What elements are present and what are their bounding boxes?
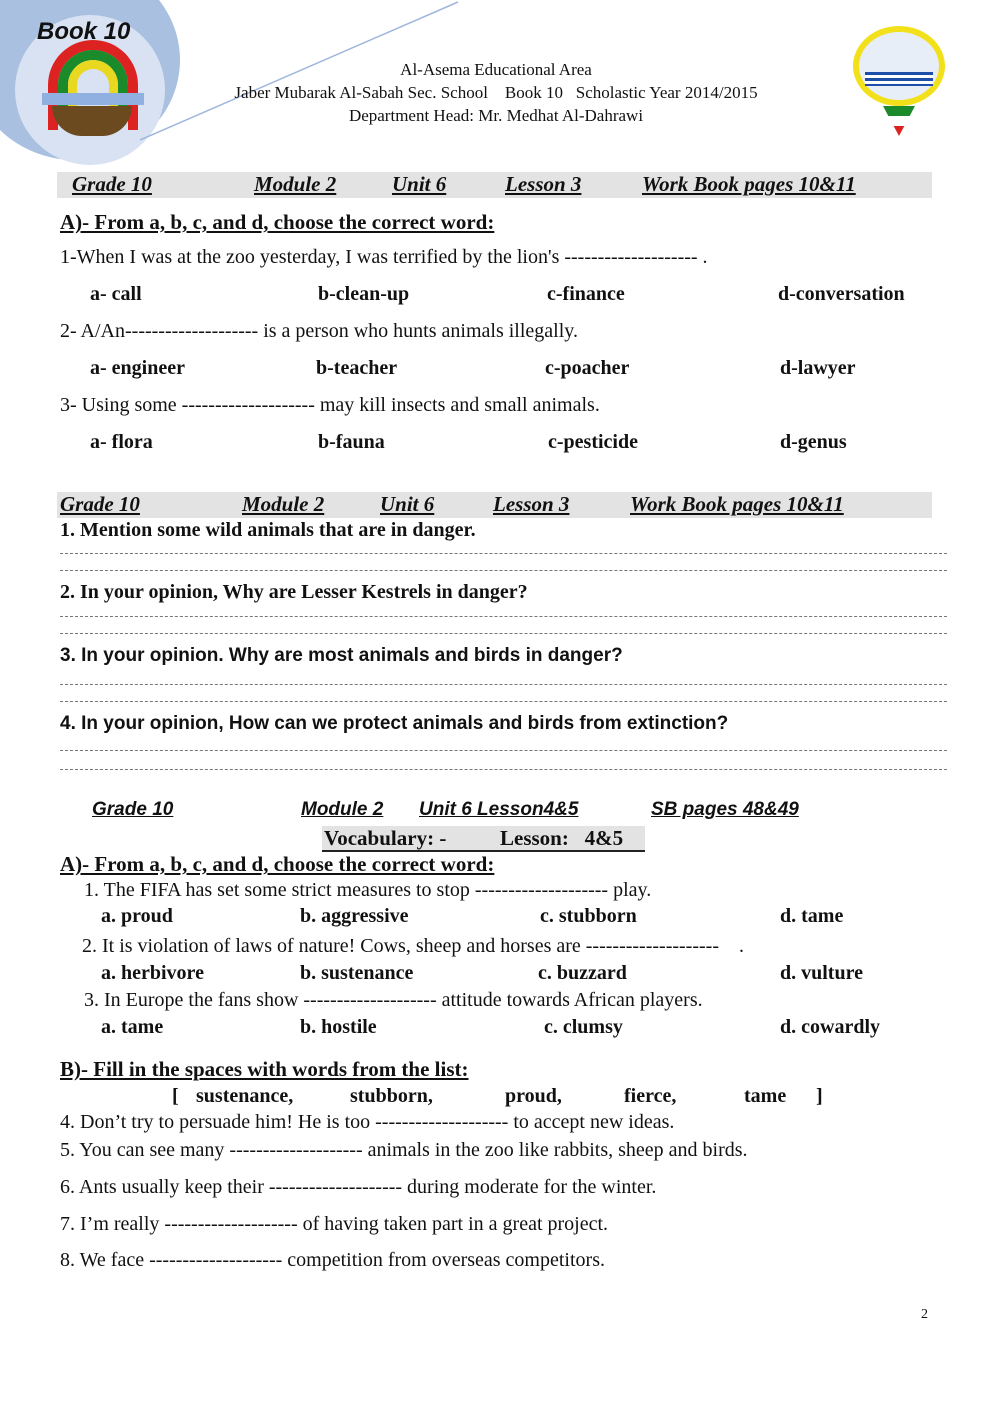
question-text: 3. In Europe the fans show -------------------- attitude towards African players. <box>84 989 703 1011</box>
answer-line[interactable] <box>60 553 947 554</box>
grade-label: Grade 10 <box>92 799 174 820</box>
open-question: 1. Mention some wild animals that are in danger. <box>60 519 476 541</box>
word-list-item: proud, <box>505 1085 562 1107</box>
word-list-item: fierce, <box>624 1085 677 1107</box>
option: d-genus <box>780 431 847 453</box>
fill-sentence: 4. Don’t try to persuade him! He is too -------------------- to accept new ideas. <box>60 1111 675 1133</box>
unit-label: Unit 6 <box>380 492 435 516</box>
logo-text: Book 10 <box>37 18 131 45</box>
vocabulary-lesson: Lesson: 4&5 <box>500 826 624 850</box>
option: d. cowardly <box>780 1016 880 1038</box>
option: c-finance <box>547 283 625 305</box>
open-question: 3. In your opinion. Why are most animals and birds in danger? <box>60 645 623 666</box>
unit-label: Unit 6 <box>392 172 447 196</box>
word-list-item: tame <box>744 1085 787 1107</box>
grade-label: Grade 10 <box>72 172 152 196</box>
question-text: 2- A/An-------------------- is a person who hunts animals illegally. <box>60 320 578 342</box>
option: a. proud <box>101 905 173 927</box>
answer-line[interactable] <box>60 750 947 751</box>
kuwait-emblem <box>845 24 953 136</box>
fill-sentence: 8. We face -------------------- competition from overseas competitors. <box>60 1249 605 1271</box>
question-text: 3- Using some -------------------- may kill insects and small animals. <box>60 394 600 416</box>
option: c-pesticide <box>548 431 638 453</box>
header-line-3: Department Head: Mr. Medhat Al-Dahrawi <box>348 106 644 125</box>
option: a. herbivore <box>101 962 204 984</box>
module-label: Module 2 <box>301 799 384 820</box>
section-title: A)- From a, b, c, and d, choose the correct word: <box>60 210 495 234</box>
answer-line[interactable] <box>60 769 947 770</box>
question-text: 1. The FIFA has set some strict measures to stop -------------------- play. <box>84 879 652 901</box>
header-line-1: Al-Asema Educational Area <box>400 60 592 79</box>
word-list-item: sustenance, <box>196 1085 294 1107</box>
question-text: 2. It is violation of laws of nature! Cows, sheep and horses are -------------------- . <box>82 935 744 957</box>
lesson-label: Lesson 3 <box>493 492 570 516</box>
option: b-clean-up <box>318 283 410 305</box>
section-title: A)- From a, b, c, and d, choose the correct word: <box>60 852 495 876</box>
option: a. tame <box>101 1016 164 1038</box>
fill-sentence: 7. I’m really -------------------- of having taken part in a great project. <box>60 1213 609 1235</box>
fill-sentence: 5. You can see many -------------------- animals in the zoo like rabbits, sheep and birds. <box>60 1139 748 1161</box>
option: d-conversation <box>778 283 905 305</box>
option: c-poacher <box>545 357 630 379</box>
vocabulary-label: Vocabulary: - <box>324 826 447 850</box>
module-label: Module 2 <box>242 492 325 516</box>
decorative-line <box>0 0 470 160</box>
word-list-open-bracket: [ <box>172 1085 179 1107</box>
answer-line[interactable] <box>60 616 947 617</box>
option: a- flora <box>90 431 153 453</box>
option: b-fauna <box>318 431 385 453</box>
option: a- call <box>90 283 142 305</box>
pages-label: Work Book pages 10&11 <box>630 492 844 516</box>
open-question: 2. In your opinion, Why are Lesser Kestrels in danger? <box>60 581 528 603</box>
option: c. stubborn <box>540 905 637 927</box>
option: b-teacher <box>316 357 398 379</box>
option: d. tame <box>780 905 844 927</box>
word-list-close-bracket: ] <box>816 1085 823 1107</box>
question-text: 1-When I was at the zoo yesterday, I was terrified by the lion's -------------------- . <box>60 246 708 268</box>
option: c. buzzard <box>538 962 627 984</box>
lesson-label: Lesson 3 <box>505 172 582 196</box>
lesson-info-bar <box>57 492 932 518</box>
unit-lesson-label: Unit 6 Lesson4&5 <box>419 799 579 820</box>
answer-line[interactable] <box>60 701 947 702</box>
answer-line[interactable] <box>60 570 947 571</box>
page-number: 2 <box>921 1307 928 1322</box>
answer-line[interactable] <box>60 684 947 685</box>
answer-line[interactable] <box>60 633 947 634</box>
option: c. clumsy <box>544 1016 623 1038</box>
grade-label: Grade 10 <box>60 492 140 516</box>
option: a- engineer <box>90 357 185 379</box>
open-question: 4. In your opinion, How can we protect animals and birds from extinction? <box>60 713 729 734</box>
option: b. hostile <box>300 1016 377 1038</box>
option: b. sustenance <box>300 962 414 984</box>
module-label: Module 2 <box>254 172 337 196</box>
option: d. vulture <box>780 962 863 984</box>
section-title: B)- Fill in the spaces with words from the list: <box>60 1057 469 1081</box>
fill-sentence: 6. Ants usually keep their -------------------- during moderate for the winter. <box>60 1176 657 1198</box>
word-list-item: stubborn, <box>350 1085 433 1107</box>
vocabulary-banner <box>322 826 645 852</box>
header-line-2: Jaber Mubarak Al-Sabah Sec. School Book 10 Scholastic Year 2014/2015 <box>234 83 758 102</box>
pages-label: Work Book pages 10&11 <box>642 172 856 196</box>
option: d-lawyer <box>780 357 856 379</box>
lesson-info-bar <box>57 172 932 198</box>
option: b. aggressive <box>300 905 409 927</box>
pages-label: SB pages 48&49 <box>651 799 799 820</box>
